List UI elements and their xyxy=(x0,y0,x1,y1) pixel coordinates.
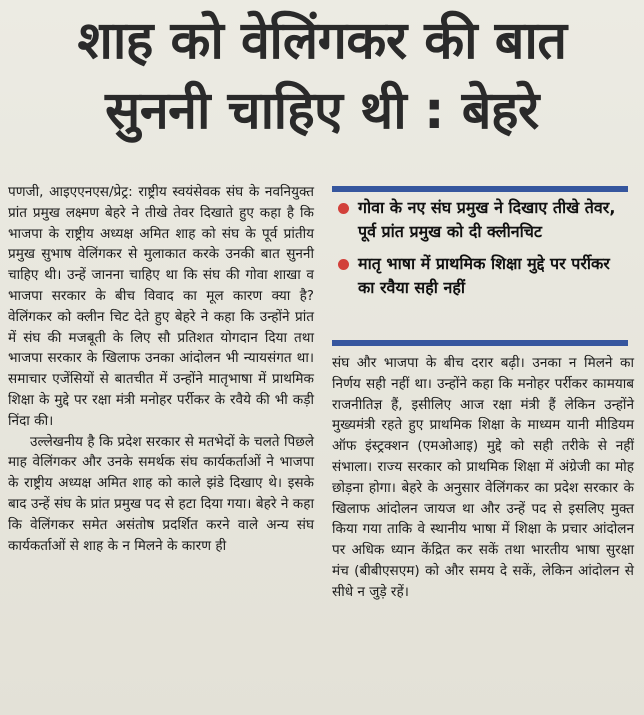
bullet-dot-icon xyxy=(338,259,349,270)
highlight-rule-bottom xyxy=(332,340,628,346)
article-right-column xyxy=(332,353,634,603)
highlight-text-1: गोवा के नए संघ प्रमुख ने दिखाए तीखे तेवर, पूर्व प्रांत प्रमुख को दी क्लीनचिट xyxy=(358,198,616,241)
highlight-text-2: मातृ भाषा में प्राथमिक शिक्षा मुद्दे पर पर्रीकर का रवैया सही नहीं xyxy=(358,254,610,297)
headline-line-1: शाह को वेलिंगकर की बात xyxy=(77,11,567,71)
article-left-column xyxy=(8,182,314,556)
article-paragraph-1: पणजी, आइएएनएस/प्रेट्र: राष्ट्रीय स्वयंसेवक संघ के नवनियुक्त प्रांत प्रमुख लक्ष्मण बेहरे ने तीखे तेवर दिखाते हुए कहा है कि भाजपा के राष्ट्रीय अध्यक्ष अमित शाह को संघ के पूर्व प्रांतीय प्रमुख सुभाष वेलिंगकर से मुलाकात करके उनकी बात सुननी चाहिए थी। उन्हें जानना चाहिए था कि संघ की गोवा शाखा व भाजपा सरकार के बीच विवाद का मूल कारण क्या है? वेलिंगकर को क्लीन चिट देते हुए बेहरे ने कहा कि उन्होंने प्रांत में संघ की मजबूती के लिए सौ प्रतिशत योगदान दिया तथा भाजपा सरकार के खिलाफ उनका आंदोलन भी न्यायसंगत था। समाचार एजेंसियों से बातचीत में उन्होंने मातृभाषा में प्राथमिक शिक्षा के मुद्दे पर रक्षा मंत्री मनोहर पर्रीकर के रवैये की भी कड़ी निंदा की। xyxy=(8,184,314,429)
highlight-rule-top xyxy=(332,186,628,192)
article-paragraph-3: संघ और भाजपा के बीच दरार बढ़ी। उनका न मिलने का निर्णय सही नहीं था। उन्होंने कहा कि मनोहर पर्रीकर कामयाब राजनीतिज्ञ हैं, इसीलिए आज रक्षा मंत्री हैं लेकिन उन्होंने मुख्यमंत्री रहते हुए प्राथमिक शिक्षा के माध्यम यानी मीडियम ऑफ इंस्ट्रक्शन (एमओआइ) मुद्दे को सही तरीके से नहीं संभाला। राज्य सरकार को प्राथमिक शिक्षा में अंग्रेजी का मोह छोड़ना होगा। बेहरे के अनुसार वेलिंगकर का प्रदेश सरकार के खिलाफ आंदोलन जायज था और उन्हें पद से इसलिए मुक्त किया गया ताकि वे स्थानीय भाषा में शिक्षा के प्रचार आंदोलन पर अधिक ध्यान केंद्रित कर सकें तथा भारतीय भाषा सुरक्षा मंच (बीबीएसएम) को और समय दे सकें, लेकिन आंदोलन से सीधे न जुड़े रहें। xyxy=(332,355,634,600)
highlight-item xyxy=(336,252,628,300)
headline xyxy=(6,6,638,156)
highlight-box xyxy=(336,196,628,308)
highlight-item xyxy=(336,196,628,244)
bullet-dot-icon xyxy=(338,203,349,214)
headline-line-2: सुननी चाहिए थी : बेहरे xyxy=(105,81,539,141)
article-paragraph-2: उल्लेखनीय है कि प्रदेश सरकार से मतभेदों के चलते पिछले माह वेलिंगकर और उनके समर्थक संघ कार्यकर्ताओं ने भाजपा के राष्ट्रीय अध्यक्ष अमित शाह को काले झंडे दिखाए थे। इसके बाद उन्हें संघ के प्रांत प्रमुख पद से हटा दिया गया। बेहरे ने कहा कि वेलिंगकर समेत असंतोष प्रदर्शित करने वाले अन्य संघ कार्यकर्ताओं से शाह के न मिलने के कारण ही xyxy=(8,433,314,554)
